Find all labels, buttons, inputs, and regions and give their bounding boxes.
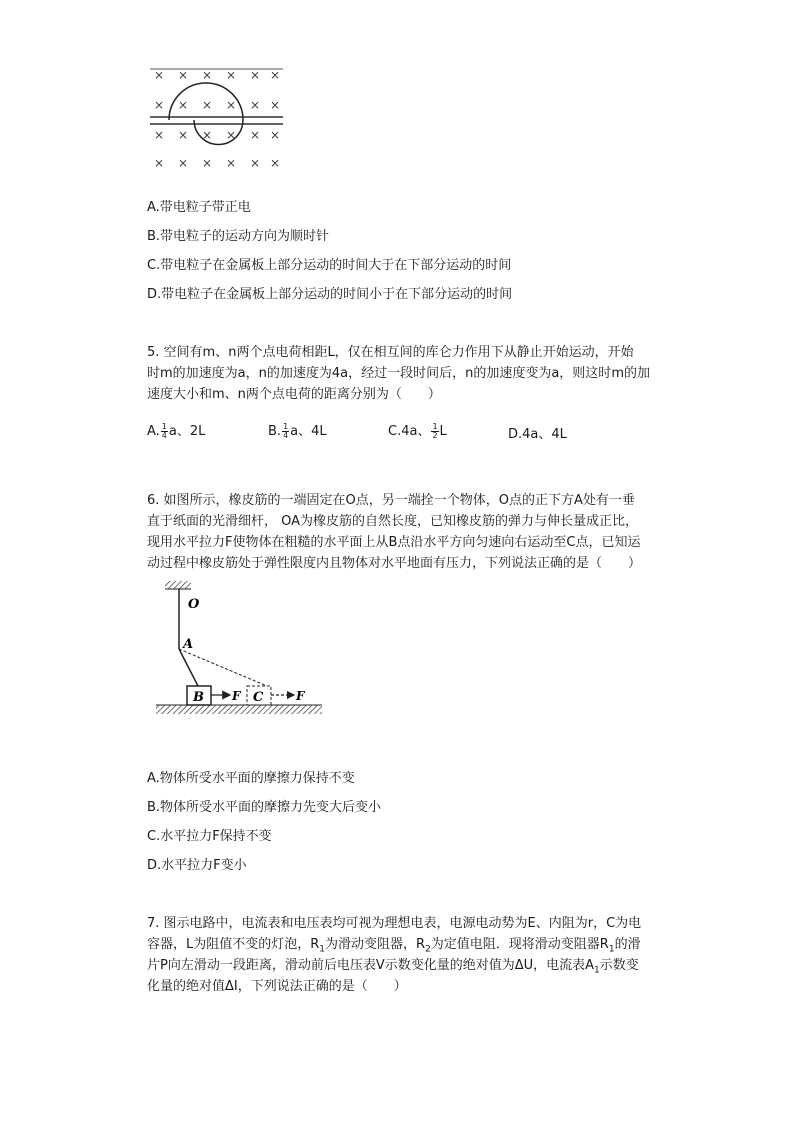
field-cross-mark: × [177,156,189,170]
field-cross-mark: × [269,98,281,112]
field-cross-mark: × [201,98,213,112]
fraction: $\frac{1}{4}$ [283,422,289,440]
q7-stem-line-3: 片P向左滑动一段距离，滑动前后电压表V示数变化量的绝对值为ΔU，电流表$A_1$示数变 [147,958,639,976]
q6-option-a: A.物体所受水平面的摩擦力保持不变 [147,771,355,786]
magnetic-field-figure [145,66,290,176]
field-cross-mark: × [249,98,261,112]
q7-stem-line-2: 容器，L为阻值不变的灯泡，$R_1$为滑动变阻器，$R_2$为定值电阻．现将滑动变阻器$R_1$的滑 [147,937,641,955]
q7-stem-line-1: 7. 图示电路中，电流表和电压表均可视为理想电表，电源电动势为E、内阻为r，C为电 [147,916,642,931]
q4-option-a: A.带电粒子带正电 [147,200,251,215]
q5-option-b: B. $\frac{1}{4}$ a、4L [268,422,327,440]
q4-option-c: C.带电粒子在金属板上部分运动的时间大于在下部分运动的时间 [147,258,512,273]
label-c: C [253,690,264,705]
q6-stem-line-4: 动过程中橡皮筋处于弹性限度内且物体对水平地面有压力，下列说法正确的是（ ） [147,556,642,571]
field-cross-mark: × [153,156,165,170]
q4-option-d: D.带电粒子在金属板上部分运动的时间小于在下部分运动的时间 [147,287,513,302]
field-cross-mark: × [177,98,189,112]
magnetic-field-crosses [154,68,280,170]
field-cross-mark: × [225,68,237,82]
field-cross-mark: × [269,128,281,142]
q6-stem-line-1: 6. 如图所示，橡皮筋的一端固定在O点，另一端拴一个物体，O点的正下方A处有一垂 [147,493,635,508]
field-cross-mark: × [201,128,213,142]
q7-stem-line-4: 化量的绝对值ΔI，下列说法正确的是（ ） [147,979,407,994]
field-cross-mark: × [177,68,189,82]
field-cross-mark: × [269,156,281,170]
rubber-band-ac-dashed [179,649,267,686]
label-f-c: F [296,689,305,703]
field-cross-mark: × [201,156,213,170]
fraction: $\frac{1}{4}$ [161,422,167,440]
label-f-b: F [232,689,241,703]
q5-stem-line-3: 速度大小和m、n两个点电荷的距离分别为（ ） [147,387,441,402]
field-cross-mark: × [153,128,165,142]
ground-hatch [156,705,322,714]
field-cross-mark: × [249,128,261,142]
q6-stem-line-2: 直于纸面的光滑细杆， OA为橡皮筋的自然长度，已知橡皮筋的弹力与伸长量成正比， [147,514,639,529]
label-b: B [193,690,204,705]
field-cross-mark: × [177,128,189,142]
field-cross-mark: × [269,68,281,82]
q4-option-b: B.带电粒子的运动方向为顺时针 [147,229,330,244]
q6-option-b: B.物体所受水平面的摩擦力先变大后变小 [147,800,382,815]
q6-option-d: D.水平拉力F变小 [147,858,247,873]
field-cross-mark: × [225,128,237,142]
field-cross-mark: × [153,98,165,112]
field-cross-mark: × [153,68,165,82]
rubber-band-figure [150,578,330,720]
field-cross-mark: × [249,68,261,82]
field-cross-mark: × [201,68,213,82]
q5-stem-line-2: 时m的加速度为a，n的加速度为4a，经过一段时间后，n的加速度变为a，则这时m的加 [147,366,650,381]
field-cross-mark: × [249,156,261,170]
q5-option-c: C.4a、 $\frac{1}{2}$ L [388,422,447,440]
fraction: $\frac{1}{2}$ [432,422,438,440]
q5-option-a: A. $\frac{1}{4}$ a、2L [147,422,206,440]
field-cross-mark: × [225,98,237,112]
q5-stem-line-1: 5. 空间有m、n两个点电荷相距L，仅在相互间的库仑力作用下从静止开始运动，开始 [147,345,634,360]
rubber-band-ab [179,649,198,686]
q6-stem-line-3: 现用水平拉力F使物体在粗糙的水平面上从B点沿水平方向匀速向右运动至C点，已知运 [147,535,641,550]
label-a: A [183,637,194,652]
field-cross-mark: × [225,156,237,170]
ceiling-support [165,581,191,589]
label-o: O [188,597,200,612]
q5-option-d: D.4a、4L [508,427,567,442]
q6-option-c: C.水平拉力F保持不变 [147,829,272,844]
